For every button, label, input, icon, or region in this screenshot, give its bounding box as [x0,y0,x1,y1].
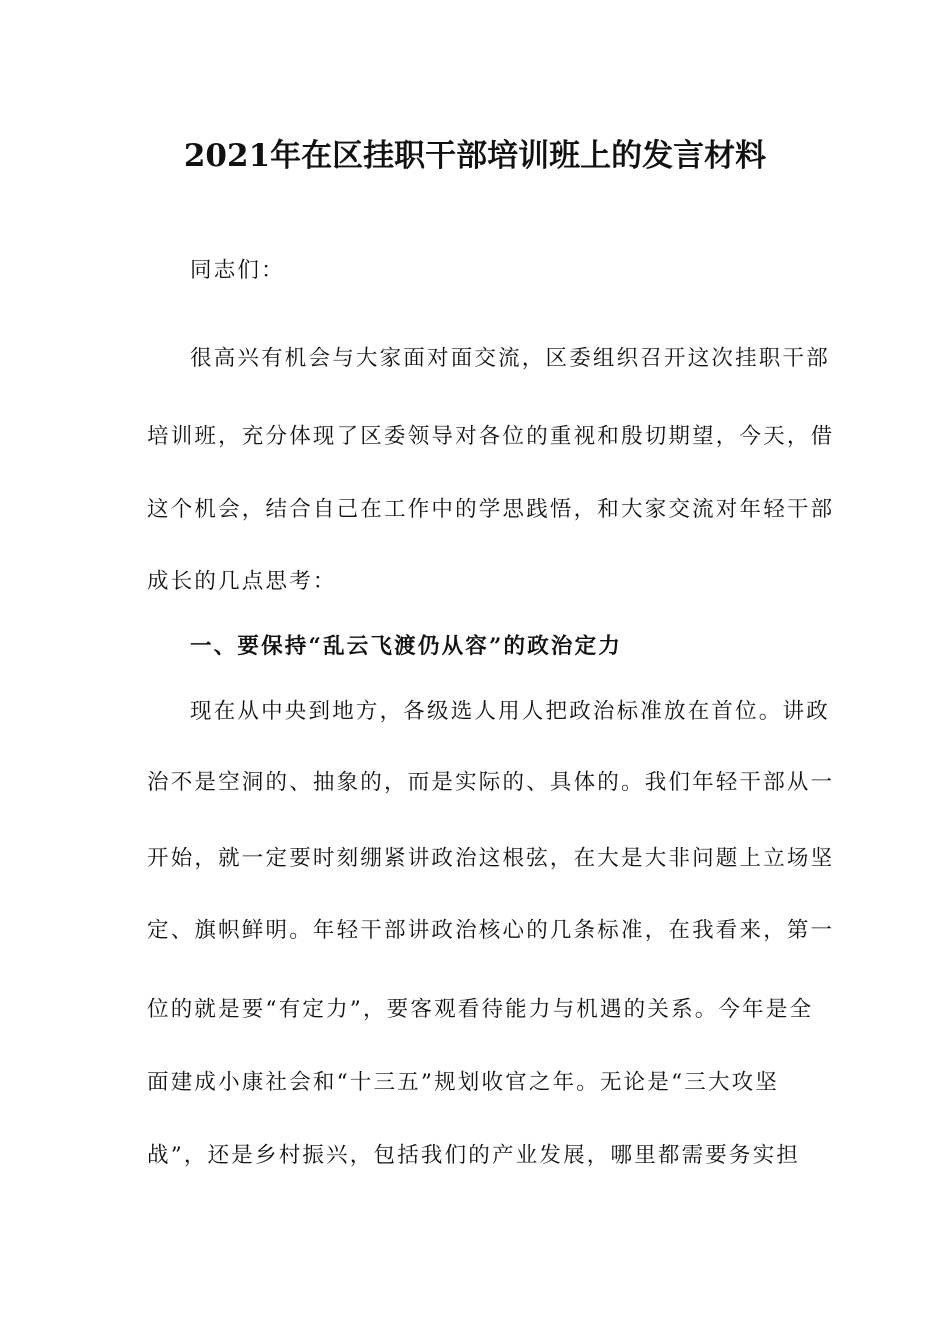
paragraph-line: 战”，还是乡村振兴，包括我们的产业发展，哪里都需要务实担 [147,1143,801,1168]
paragraph-line: 很高兴有机会与大家面对面交流，区委组织召开这次挂职干部 [190,346,830,371]
paragraph-line: 这个机会，结合自己在工作中的学思践悟，和大家交流对年轻干部 [147,497,835,522]
paragraph-line: 面建成小康社会和“十三五”规划收官之年。无论是“三大攻坚 [147,1070,780,1095]
paragraph-line: 位的就是要“有定力”，要客观看待能力与机遇的关系。今年是全 [147,997,814,1022]
section-heading: 一、要保持“乱云飞渡仍从容”的政治定力 [190,634,623,659]
paragraph-line: 治不是空洞的、抽象的，而是实际的、具体的。我们年轻干部从一 [147,770,835,795]
paragraph-line: 开始，就一定要时刻绷紧讲政治这根弦，在大是大非问题上立场坚 [147,846,835,871]
document-title: 2021年在区挂职干部培训班上的发言材料 [183,138,767,174]
paragraph-line: 培训班，充分体现了区委领导对各位的重视和殷切期望，今天，借 [147,424,835,449]
paragraph-line: 定、旗帜鲜明。年轻干部讲政治核心的几条标准，在我看来，第一 [147,918,835,943]
salutation: 同志们： [190,258,285,283]
paragraph-line: 成长的几点思考： [147,569,337,594]
paragraph-line: 现在从中央到地方，各级选人用人把政治标准放在首位。讲政 [190,699,830,724]
